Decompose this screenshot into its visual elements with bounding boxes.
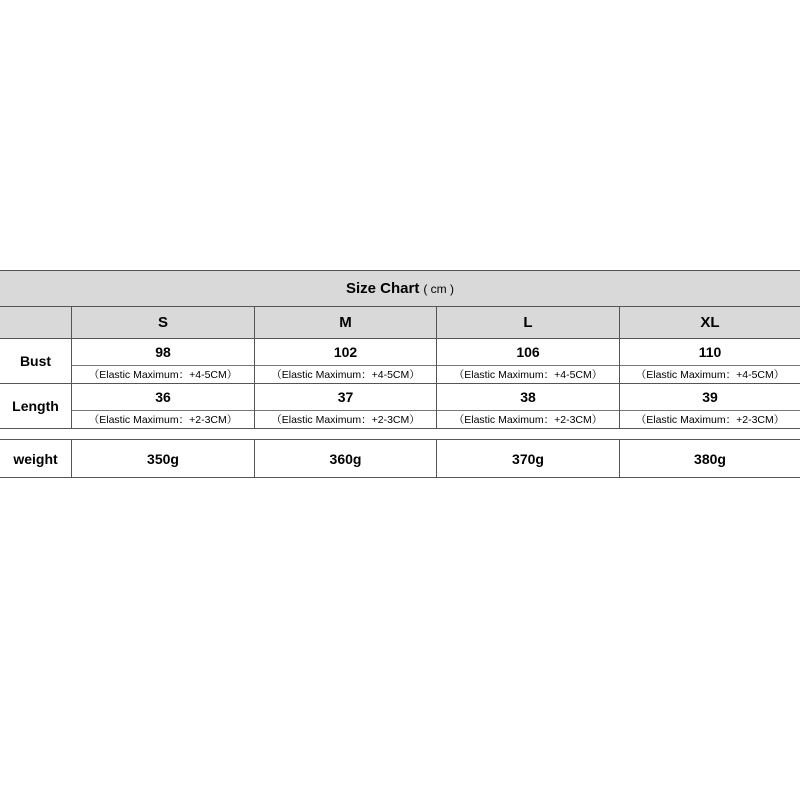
size-label: M xyxy=(339,314,352,331)
length-cell-m xyxy=(254,383,437,429)
weight-cell-s xyxy=(71,439,255,478)
row-label-length xyxy=(0,383,72,429)
bust-cell-s xyxy=(71,338,255,384)
bust-value: 110 xyxy=(620,339,800,366)
weight-value: 380g xyxy=(694,450,726,467)
bust-value: 98 xyxy=(72,339,254,366)
weight-cell-l xyxy=(436,439,620,478)
bust-cell-m xyxy=(254,338,437,384)
bust-cell-xl xyxy=(619,338,800,384)
header-size-l xyxy=(436,306,620,339)
chart-unit: ( cm ) xyxy=(423,281,454,296)
header-size-m xyxy=(254,306,437,339)
header-corner xyxy=(0,306,72,339)
bust-note: （Elastic Maximum：+4-5CM） xyxy=(88,369,238,381)
length-value: 38 xyxy=(437,384,619,411)
row-label-bust xyxy=(0,338,72,384)
size-label: L xyxy=(523,314,533,331)
length-cell-s xyxy=(71,383,255,429)
length-value: 36 xyxy=(72,384,254,411)
weight-value: 370g xyxy=(512,450,544,467)
length-cell-xl xyxy=(619,383,800,429)
length-value: 37 xyxy=(255,384,436,411)
chart-title-bar xyxy=(0,270,800,307)
bust-cell-l xyxy=(436,338,620,384)
length-cell-l xyxy=(436,383,620,429)
weight-cell-m xyxy=(254,439,437,478)
row-label-weight xyxy=(0,439,72,478)
length-note: （Elastic Maximum：+2-3CM） xyxy=(453,414,603,426)
bust-note: （Elastic Maximum：+4-5CM） xyxy=(453,369,603,381)
length-note: （Elastic Maximum：+2-3CM） xyxy=(88,414,238,426)
weight-value: 350g xyxy=(147,450,179,467)
bust-note: （Elastic Maximum：+4-5CM） xyxy=(635,369,785,381)
size-label: XL xyxy=(700,314,720,331)
header-size-s xyxy=(71,306,255,339)
bust-value: 102 xyxy=(255,339,436,366)
length-note: （Elastic Maximum：+2-3CM） xyxy=(271,414,420,426)
row-label: weight xyxy=(13,450,58,467)
bust-value: 106 xyxy=(437,339,619,366)
header-size-xl xyxy=(619,306,800,339)
weight-value: 360g xyxy=(329,450,362,467)
length-value: 39 xyxy=(620,384,800,411)
size-label: S xyxy=(157,314,168,331)
chart-title: Size Chart xyxy=(345,280,420,297)
length-note: （Elastic Maximum：+2-3CM） xyxy=(635,414,785,426)
bust-note: （Elastic Maximum：+4-5CM） xyxy=(271,369,420,381)
weight-cell-xl xyxy=(619,439,800,478)
row-label: Length xyxy=(12,398,59,414)
row-label: Bust xyxy=(19,353,52,369)
